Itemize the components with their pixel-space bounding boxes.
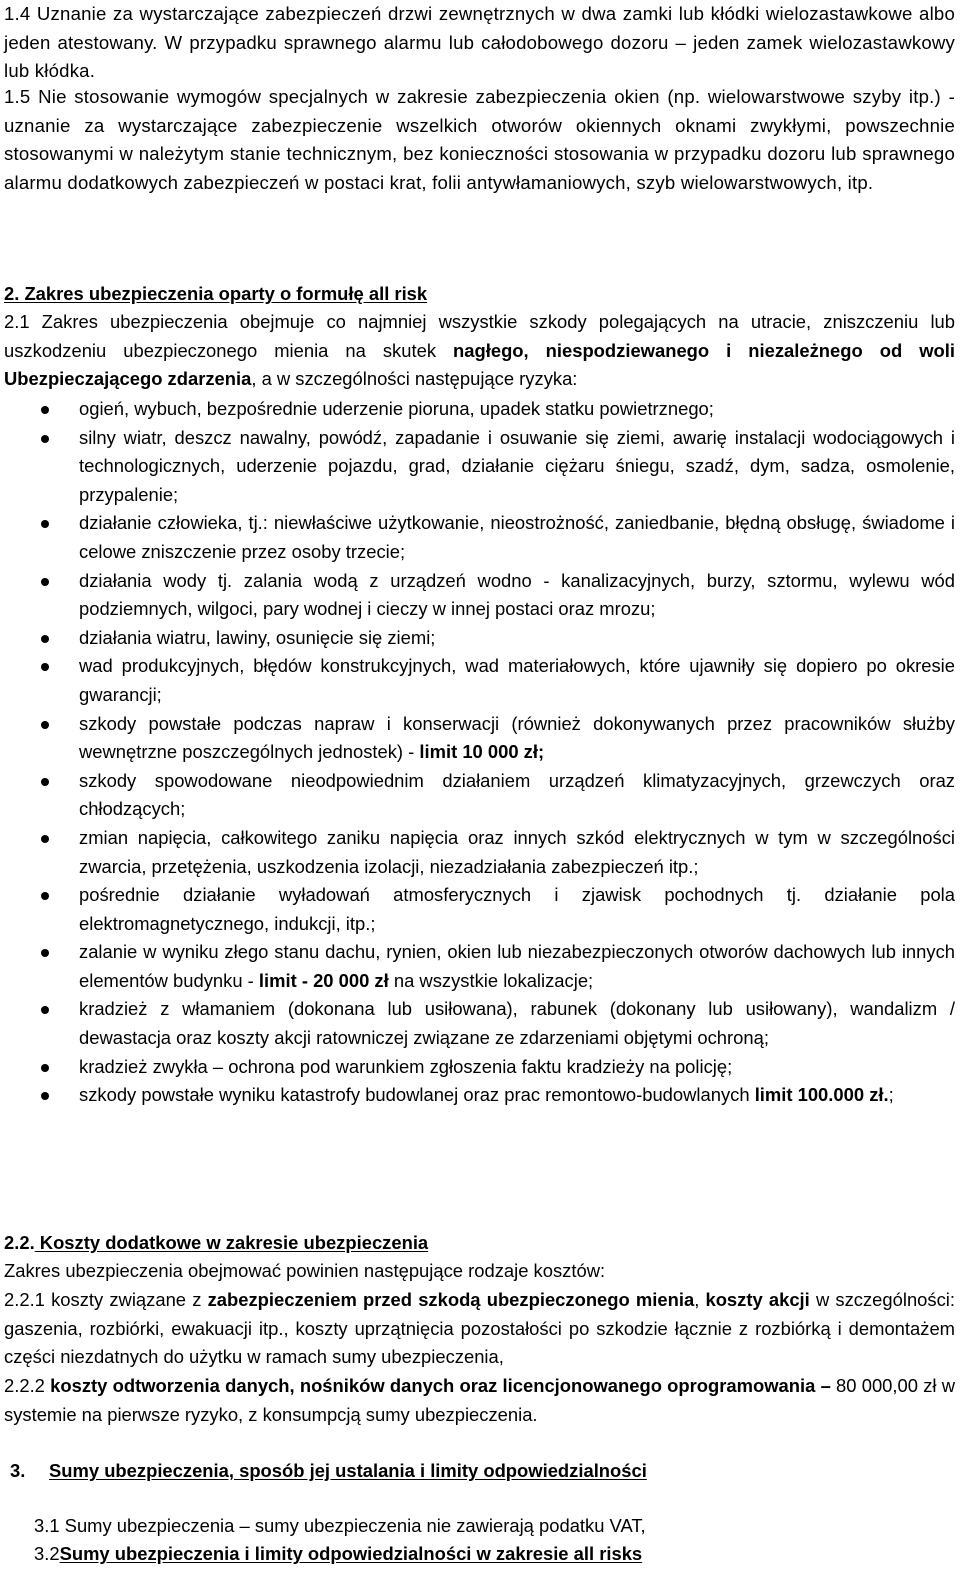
heading-3 (10, 1457, 955, 1486)
section-2-1 (4, 308, 955, 394)
section-2-2-intro (4, 1257, 955, 1286)
heading-2-text: 2. Zakres ubezpieczenia oparty o formułę all risk (4, 283, 428, 304)
section-3-2-number: 3.2 (34, 1543, 60, 1564)
section-1-4-text: 1.4 Uznanie za wystarczające zabezpieczeń drzwi zewnętrznych w dwa zamki lub kłódki wielozastawkowe albo jeden atestowany. W przypadku sprawnego alarmu lub całodobowego dozoru – jeden zamek wielozastawkowy lub kłódka. (4, 3, 955, 82)
list-item (4, 509, 955, 566)
list-item-text-end: ; (888, 1084, 894, 1106)
heading-2-2 (4, 1229, 955, 1258)
section-3-2-title: Sumy ubezpieczenia i limity odpowiedzialności w zakresie all risks (59, 1543, 643, 1564)
list-item (4, 652, 955, 709)
list-item-text: silny wiatr, deszcz nawalny, powódź, zapadanie i osuwanie się ziemi, awarię instalacji wodociągowych i technologicznych, uderzenie pojazdu, grad, działanie ciężaru śniegu, szadź, dym, sadza, osmolenie, przypalenie; (79, 426, 955, 505)
heading-3-title: Sumy ubezpieczenia, sposób jej ustalania i limity odpowiedzialności (49, 1460, 647, 1481)
list-item-text-end: na wszystkie lokalizacje; (388, 969, 594, 991)
list-item-text: szkody powstałe podczas napraw i konserwacji (również dokonywanych przez pracowników służby wewnętrzne poszczególnych jednostek) - (79, 712, 955, 763)
list-item-text: pośrednie działanie wyładowań atmosferycznych i zjawisk pochodnych tj. działanie pola elektromagnetycznego, indukcji, itp.; (79, 884, 955, 934)
section-2-2-1 (4, 1286, 955, 1372)
list-item (4, 567, 955, 624)
list-item (4, 995, 955, 1052)
risk-list (4, 395, 955, 1110)
section-2-2-2-number: 2.2.2 (4, 1375, 51, 1396)
section-2-2-1-bold-a: zabezpieczeniem przed szkodą ubezpieczonego mienia (207, 1289, 695, 1310)
section-2-2-1-sep: , (694, 1289, 706, 1310)
heading-3-number: 3. (10, 1460, 26, 1481)
list-item (4, 767, 955, 824)
heading-2-2-title: Koszty dodatkowe w zakresie ubezpieczenia (34, 1232, 429, 1253)
section-2-2-2 (4, 1372, 955, 1429)
section-3-1-text: 3.1 Sumy ubezpieczenia – sumy ubezpieczenia nie zawierają podatku VAT, (34, 1515, 646, 1536)
section-1-5 (4, 83, 955, 197)
list-item-text: szkody spowodowane nieodpowiednim działaniem urządzeń klimatyzacyjnych, grzewczych oraz chłodzących; (79, 769, 955, 820)
section-2-2-intro-text: Zakres ubezpieczenia obejmować powinien następujące rodzaje kosztów: (4, 1260, 606, 1281)
heading-2 (4, 280, 955, 309)
section-2-2-2-text: 80 000,00 zł w systemie na pierwsze ryzyko, z konsumpcją sumy ubezpieczenia. (4, 1375, 955, 1425)
section-3-2 (34, 1540, 955, 1569)
list-item-text: działanie człowieka, tj.: niewłaściwe użytkowanie, nieostrożność, zaniedbanie, błędną obsługę, świadome i celowe zniszczenie przez osoby trzecie; (79, 512, 955, 562)
list-item (4, 881, 955, 938)
list-item (4, 395, 955, 424)
section-1-5-text: 1.5 Nie stosowanie wymogów specjalnych w zakresie zabezpieczenia okien (np. wielowarstwowe szyby itp.) - uznanie za wystarczające zabezpieczenie wszelkich otworów okiennych oknami zwykłymi, powszechnie stosowanymi w należytym stanie technicznym, bez konieczności stosowania w przypadku dozoru lub sprawnego alarmu dodatkowych zabezpieczeń w postaci krat, folii antywłamaniowych, szyb wielowarstwowych, itp. (4, 86, 955, 193)
section-2-1-text-c: , a w szczególności następujące ryzyka: (251, 368, 578, 390)
limit-value: limit 10 000 zł; (419, 741, 545, 763)
list-item (4, 824, 955, 881)
section-1-4 (4, 0, 955, 86)
section-2-2-1-bold-b: koszty akcji (705, 1289, 810, 1310)
list-item-text: kradzież z włamaniem (dokonana lub usiłowana), rabunek (dokonany lub usiłowany), wandalizm / dewastacja oraz koszty akcji ratowniczej związane ze zdarzeniami objętymi ochroną; (79, 998, 955, 1049)
list-item-text: szkody powstałe wyniku katastrofy budowlanej oraz prac remontowo-budowlanych (79, 1084, 755, 1106)
list-item (4, 424, 955, 510)
section-2-2-2-bold: koszty odtworzenia danych, nośników danych oraz licencjonowanego oprogramowania – (50, 1375, 831, 1396)
list-item (4, 938, 955, 995)
list-item-text: wad produkcyjnych, błędów konstrukcyjnych, wad materiałowych, które ujawniły się dopiero po okresie gwarancji; (79, 655, 955, 705)
section-2-2-1-text-a: 2.2.1 koszty związane z (4, 1289, 208, 1310)
list-item (4, 624, 955, 653)
list-item (4, 1053, 955, 1082)
list-item-text: zmian napięcia, całkowitego zaniku napięcia oraz innych szkód elektrycznych w tym w szczególności zwarcia, przetężenia, uszkodzenia izolacji, niezadziałania zabezpieczeń itp.; (79, 826, 955, 877)
list-item-text: ogień, wybuch, bezpośrednie uderzenie pioruna, upadek statku powietrznego; (79, 398, 714, 419)
list-item (4, 710, 955, 767)
section-2-2-1-text-e: w szczególności: gaszenia, rozbiórki, ewakuacji itp., koszty uprzątnięcia pozostałości po szkodzie łącznie z rozbiórką i demontażem części niezdatnych do użytku w ramach sumy ubezpieczenia, (4, 1289, 955, 1368)
section-2-1-text-a: 2.1 Zakres ubezpieczenia obejmuje co najmniej wszystkie szkody polegających na utracie, zniszczeniu lub uszkodzeniu ubezpieczonego mienia na skutek (4, 311, 955, 361)
list-item-text: zalanie w wyniku złego stanu dachu, rynien, okien lub niezabezpieczonych otworów dachowych lub innych elementów budynku - (79, 941, 955, 991)
limit-value: limit 100.000 zł. (754, 1084, 889, 1106)
list-item (4, 1081, 955, 1110)
list-item-text: działania wody tj. zalania wodą z urządzeń wodno - kanalizacyjnych, burzy, sztormu, wylewu wód podziemnych, wilgoci, pary wodnej i cieczy w innej postaci oraz mrozu; (79, 569, 955, 620)
limit-value: limit - 20 000 zł (258, 969, 389, 991)
section-2-1-text-bold: nagłego, niespodziewanego i niezależnego od woli Ubezpieczającego zdarzenia (4, 339, 955, 390)
list-item-text: kradzież zwykła – ochrona pod warunkiem zgłoszenia faktu kradzieży na policję; (79, 1055, 733, 1077)
section-3-1 (34, 1512, 955, 1541)
list-item-text: działania wiatru, lawiny, osunięcie się ziemi; (79, 626, 436, 648)
heading-2-2-number: 2.2. (4, 1232, 35, 1253)
